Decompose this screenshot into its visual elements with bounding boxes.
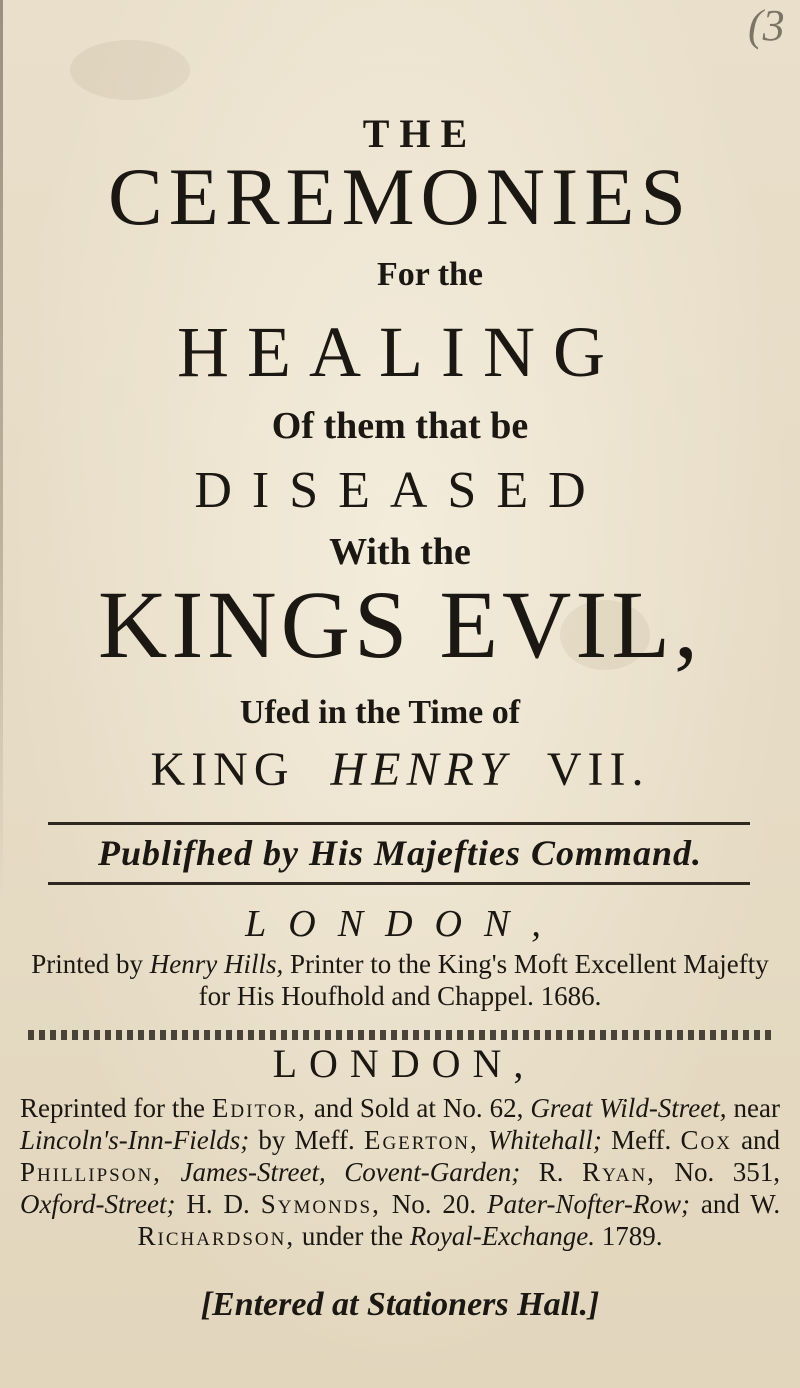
title-king: KING: [150, 743, 295, 796]
imprint2-street: James-Street, Covent-Garden;: [180, 1157, 521, 1187]
rule-top: [48, 822, 750, 825]
imprint2-text: H. D.: [186, 1189, 250, 1219]
title-healing: HEALING: [177, 312, 623, 392]
imprint2-street: Pater-Nofter-Row;: [487, 1189, 690, 1219]
published-line: Publifhed by His Majefties Command.: [97, 833, 702, 873]
imprint2-street: Lincoln's-Inn-Fields;: [20, 1125, 250, 1155]
title-the: THE: [362, 111, 478, 156]
imprint-printer: Henry Hills,: [149, 949, 284, 979]
imprint2-text: near: [733, 1093, 780, 1123]
imprint2-editor: Editor,: [211, 1093, 307, 1123]
title-diseased: DISEASED: [194, 462, 606, 519]
title-with-the: With the: [329, 531, 471, 573]
title-used-in: Ufed in the Time of: [239, 694, 521, 731]
imprint-city-first: LONDON,: [245, 903, 563, 945]
imprint2-bookseller: Symonds,: [260, 1189, 381, 1219]
imprint-printed-by: Printed by: [31, 949, 143, 979]
title-henry: HENRY: [330, 743, 512, 796]
imprint-first: [30, 948, 770, 1012]
imprint2-bookseller: Egerton,: [363, 1125, 479, 1155]
imprint-rest: Printer to the King's Moft Excellent Majefty for His Houfhold and Chappel. 1686.: [198, 949, 769, 1011]
imprint2-street: Great Wild-Street,: [530, 1093, 727, 1123]
title-vii: VII.: [546, 743, 650, 796]
imprint-city-second: LONDON,: [272, 1041, 536, 1086]
imprint2-bookseller: Phillipson,: [20, 1157, 162, 1187]
title-of-them: Of them that be: [271, 405, 529, 447]
title-king-henry: [0, 740, 800, 800]
imprint2-text: and Sold at No. 62,: [313, 1093, 524, 1123]
imprint2-text: Meff.: [611, 1125, 672, 1155]
title-for-the: For the: [376, 256, 484, 293]
imprint2-bookseller: Cox: [680, 1125, 732, 1155]
imprint2-text: Reprinted for the: [20, 1093, 205, 1123]
imprint2-bookseller: Ryan,: [582, 1157, 656, 1187]
ornament-divider: [28, 1030, 772, 1040]
rule-bottom: [48, 882, 750, 885]
imprint2-street: Whitehall;: [487, 1125, 602, 1155]
entered-at-stationers: [Entered at Stationers Hall.]: [200, 1286, 600, 1323]
imprint2-street: Royal-Exchange.: [409, 1221, 595, 1251]
title-ceremonies: CEREMONIES: [108, 151, 692, 242]
imprint2-text: under the: [301, 1221, 404, 1251]
title-kings-evil: KINGS EVIL,: [98, 571, 702, 678]
imprint-second: [20, 1092, 780, 1252]
corner-page-mark: (3: [748, 1, 785, 50]
imprint2-street: Oxford-Street;: [20, 1189, 176, 1219]
imprint2-text: No. 351,: [674, 1157, 781, 1187]
imprint2-text: by Meff.: [258, 1125, 355, 1155]
imprint2-text: No. 20.: [391, 1189, 477, 1219]
imprint2-text: and: [741, 1125, 781, 1155]
imprint2-text: and W.: [700, 1189, 781, 1219]
imprint2-year: 1789.: [601, 1221, 663, 1251]
imprint2-text: R.: [538, 1157, 564, 1187]
paper-stain: [70, 40, 190, 100]
imprint2-bookseller: Richardson,: [137, 1221, 296, 1251]
